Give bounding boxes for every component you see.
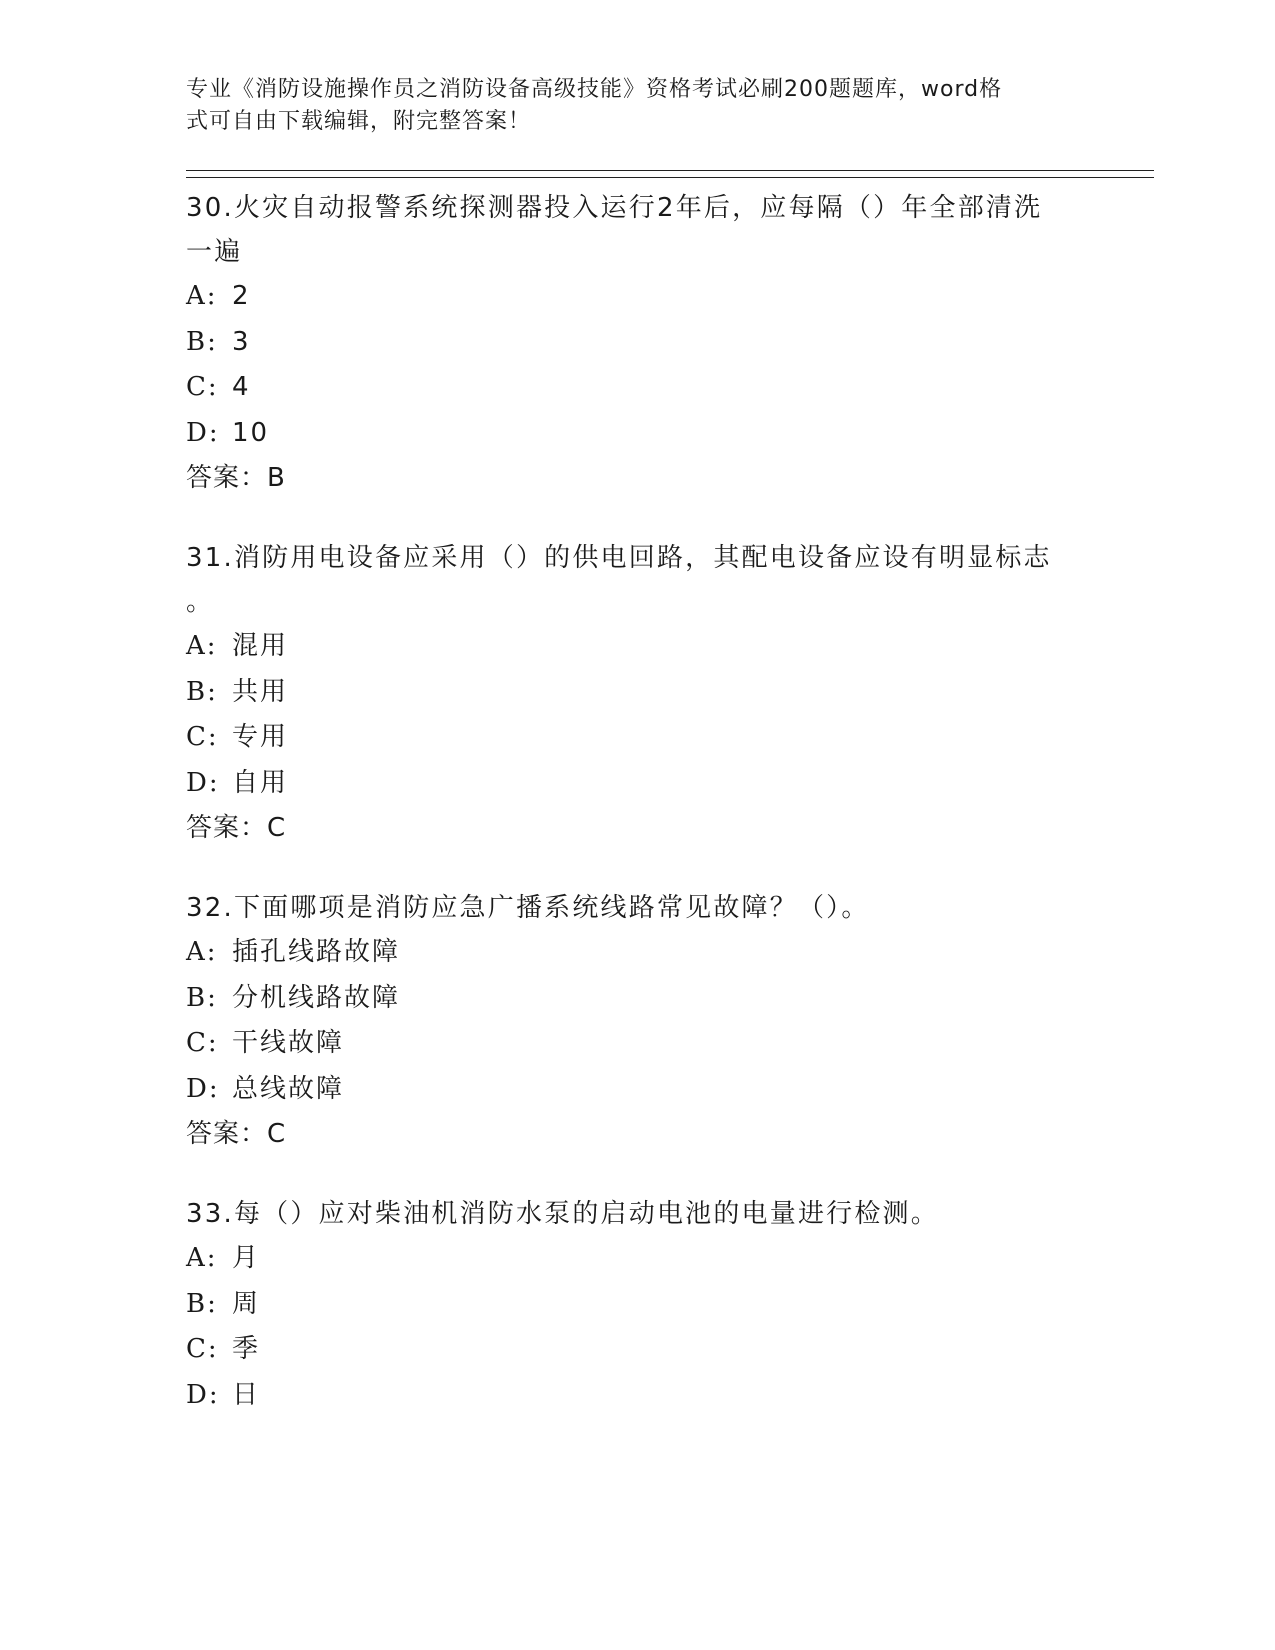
header-line-1: 专业《消防设施操作员之消防设备高级技能》资格考试必刷200题题库，word格 (186, 77, 1003, 102)
option-a (186, 1236, 1086, 1282)
option-d (186, 761, 1086, 807)
option-text: 10 (232, 417, 270, 448)
option-text: 插孔线路故障 (232, 937, 401, 967)
option-text: 日 (232, 1379, 261, 1410)
question-stem-line-1: 33.每（）应对柴油机消防水泵的启动电池的电量进行检测。 (186, 1199, 939, 1229)
option-key: D: (186, 1073, 220, 1104)
option-key: D: (186, 417, 220, 448)
answer-line: 答案：C (186, 813, 287, 843)
option-key: B: (186, 326, 218, 357)
option-text: 3 (232, 326, 251, 357)
option-key: D: (186, 767, 220, 798)
question-stem-line-1: 30.火灾自动报警系统探测器投入运行2年后，应每隔（）年全部清洗 (186, 193, 1043, 223)
option-key: A: (186, 281, 218, 311)
option-text: 分机线路故障 (232, 982, 401, 1013)
option-text: 2 (232, 281, 251, 311)
option-d (186, 1067, 1086, 1113)
option-b (186, 670, 1086, 716)
header-line-2: 式可自由下载编辑，附完整答案！ (186, 109, 532, 134)
option-text: 自用 (232, 767, 289, 798)
option-key: B: (186, 982, 218, 1013)
option-key: D: (186, 1379, 220, 1410)
option-text: 周 (232, 1288, 261, 1319)
option-key: C: (186, 722, 219, 752)
option-key: C: (186, 1334, 219, 1364)
option-key: B: (186, 1288, 218, 1319)
question-stem-line-2: 一遍 (186, 237, 243, 267)
option-a (186, 624, 1086, 670)
question-33 (186, 1192, 1086, 1418)
option-c (186, 365, 1086, 411)
header-divider-bottom (186, 177, 1154, 178)
option-text: 专用 (232, 722, 289, 752)
option-key: A: (186, 937, 218, 967)
option-a (186, 274, 1086, 320)
header-divider-top (186, 170, 1154, 171)
option-key: A: (186, 1243, 218, 1273)
question-32 (186, 886, 1086, 1157)
option-c (186, 1021, 1086, 1067)
option-key: A: (186, 631, 218, 661)
option-b (186, 1282, 1086, 1328)
option-key: C: (186, 1028, 219, 1058)
option-text: 共用 (232, 676, 289, 707)
option-text: 4 (232, 372, 251, 402)
option-text: 总线故障 (232, 1073, 345, 1104)
option-text: 干线故障 (232, 1028, 345, 1058)
document-header (186, 74, 1066, 138)
option-text: 季 (232, 1334, 261, 1364)
option-key: B: (186, 676, 218, 707)
option-d (186, 411, 1086, 457)
question-31 (186, 536, 1086, 851)
question-stem-line-2: 。 (186, 587, 215, 617)
option-b (186, 320, 1086, 366)
question-30 (186, 186, 1086, 501)
question-stem-line-1: 32.下面哪项是消防应急广播系统线路常见故障？（）。 (186, 893, 870, 923)
option-key: C: (186, 372, 219, 402)
option-text: 混用 (232, 631, 289, 661)
option-c (186, 715, 1086, 761)
answer-line: 答案：B (186, 463, 286, 493)
option-a (186, 930, 1086, 976)
answer-line: 答案：C (186, 1119, 287, 1149)
option-text: 月 (232, 1243, 261, 1273)
option-b (186, 976, 1086, 1022)
option-c (186, 1327, 1086, 1373)
question-stem-line-1: 31.消防用电设备应采用（）的供电回路，其配电设备应设有明显标志 (186, 543, 1052, 573)
option-d (186, 1373, 1086, 1419)
